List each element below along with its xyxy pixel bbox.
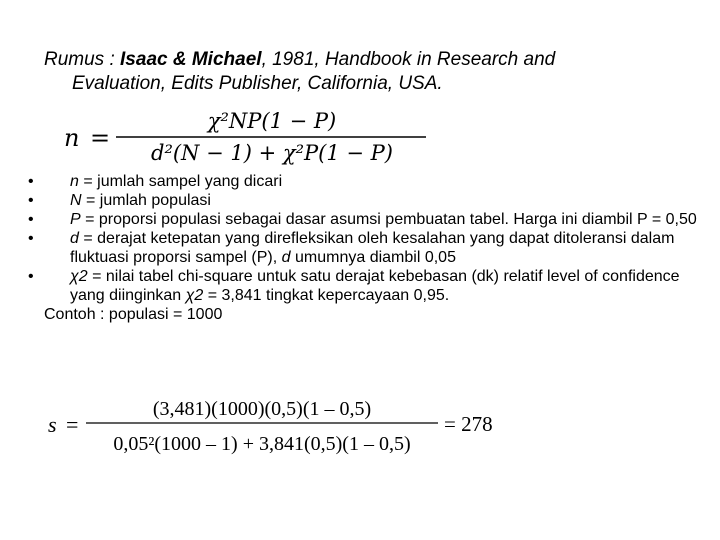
definition-item: • n = jumlah sampel yang dicari: [22, 172, 702, 191]
citation-line-1: [44, 48, 684, 72]
example-label: Contoh : populasi = 1000: [44, 306, 223, 323]
definition-item: • d = derajat ketepatan yang direfleksikan oleh kesalahan yang dapat ditoleransi dalam fluktuasi proporsi sampel (P), d umumnya diambil 0,05: [22, 229, 702, 267]
formula-equals: =: [90, 124, 111, 152]
formula-lhs: n: [64, 124, 80, 152]
citation: [44, 48, 684, 96]
example-equals: =: [66, 412, 79, 437]
sample-size-formula: [56, 104, 436, 168]
definition-item: • N = jumlah populasi: [22, 191, 702, 210]
example-formula: [40, 390, 520, 470]
example-lhs: s: [48, 412, 57, 437]
example-result: = 278: [444, 412, 493, 436]
example-numerator: (3,481)(1000)(0,5)(1 – 0,5): [152, 398, 372, 420]
formula-denominator: d²(N − 1) + χ²P(1 − P): [151, 141, 393, 165]
example-denominator: 0,05²(1000 – 1) + 3,841(0,5)(1 – 0,5): [113, 433, 411, 455]
citation-prefix: Rumus :: [44, 49, 121, 70]
definition-item: • P = proporsi populasi sebagai dasar asumsi pembuatan tabel. Harga ini diambil P = 0,50: [22, 210, 702, 229]
citation-authors: Isaac & Michael: [120, 49, 262, 70]
citation-line1-rest: , 1981, Handbook in Research and: [261, 49, 556, 70]
citation-line-2: Evaluation, Edits Publisher, California, USA.: [72, 73, 443, 94]
definition-item: • χ2 = nilai tabel chi-square untuk satu derajat kebebasan (dk) relatif level of confidence yang diinginkan χ2 = 3,841 tingkat kepercayaan 0,95.: [22, 267, 702, 305]
formula-numerator: χ²NP(1 − P): [207, 109, 337, 133]
definitions: [22, 172, 702, 324]
